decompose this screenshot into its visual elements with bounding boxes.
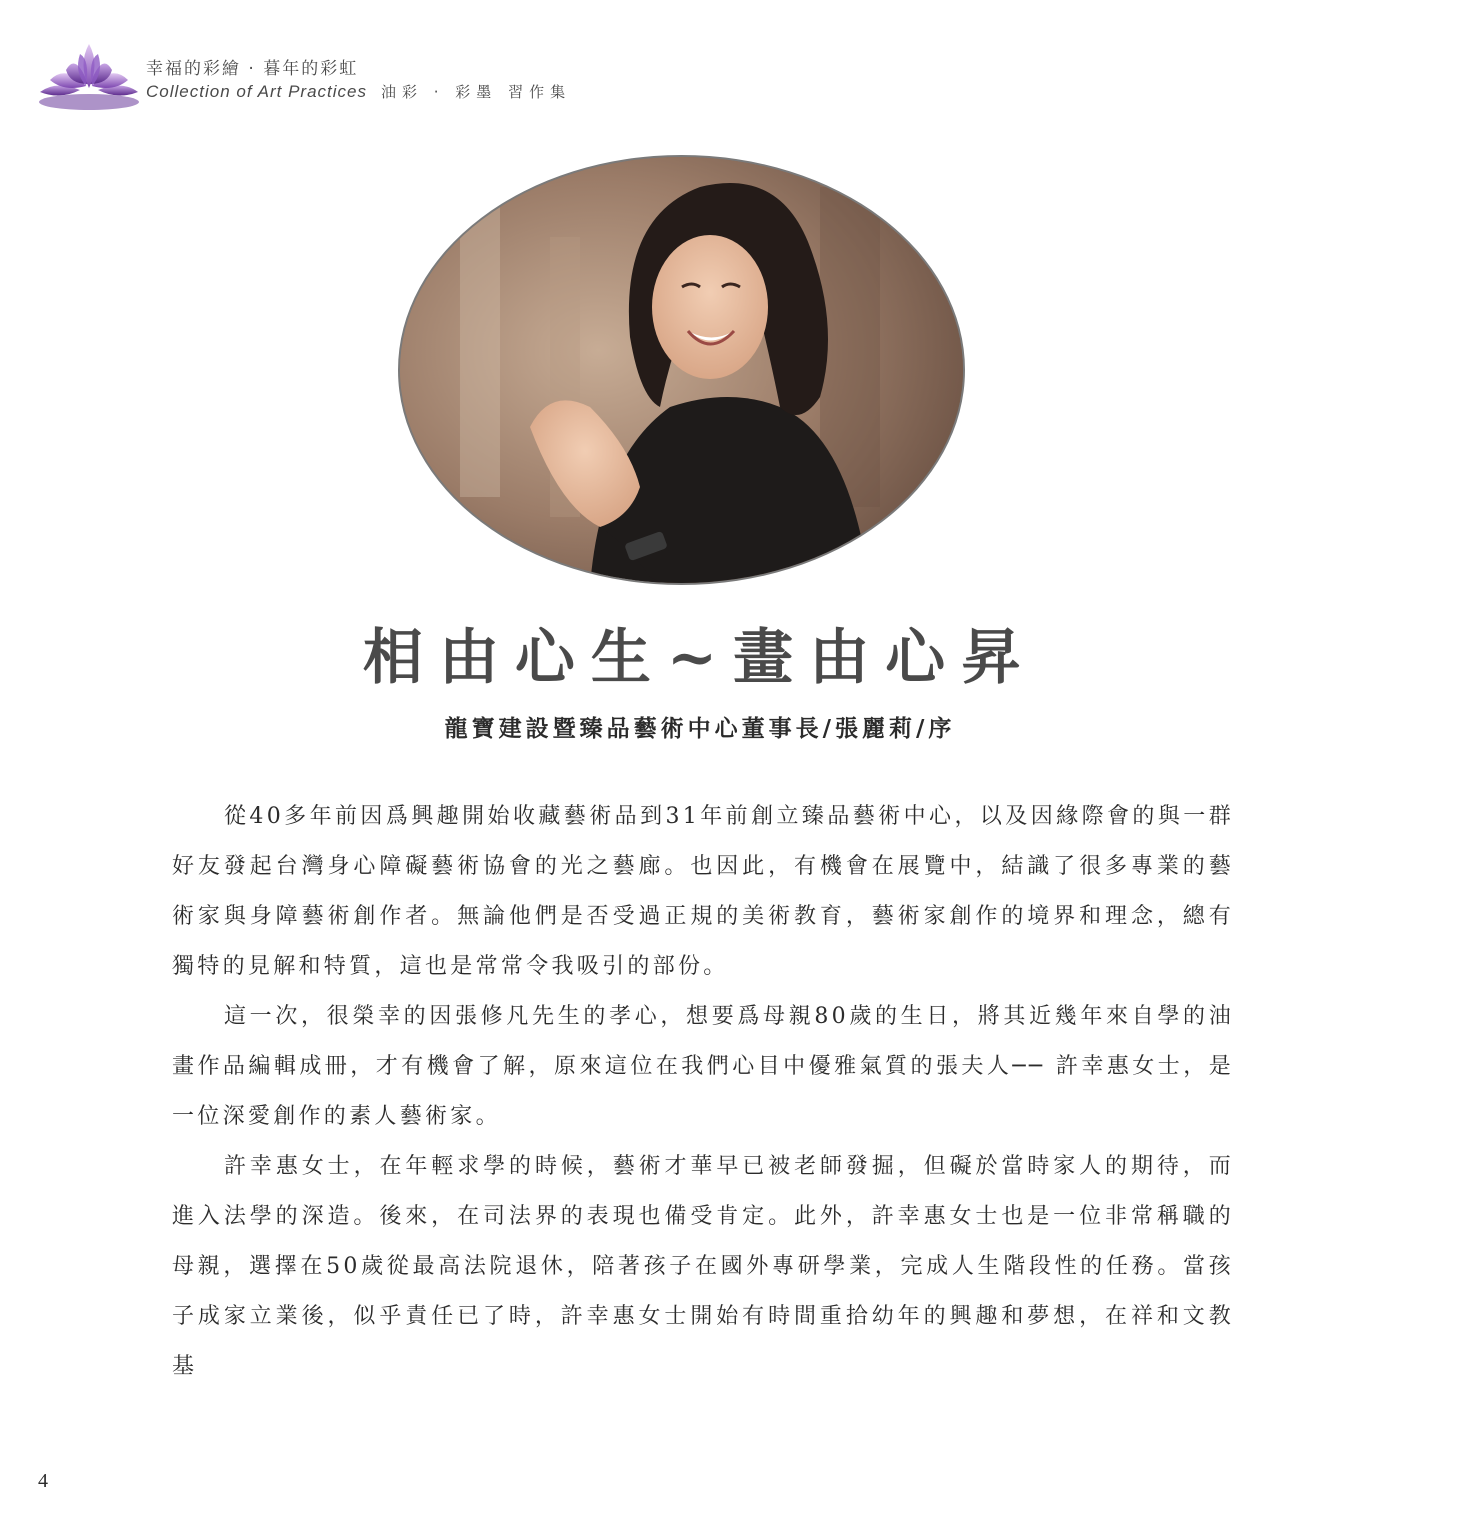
paragraph: 這一次，很榮幸的因張修凡先生的孝心，想要爲母親80歲的生日，將其近幾年來自學的油畫作品編輯成冊，才有機會了解，原來這位在我們心目中優雅氣質的張夫人── 許幸惠女士，是一位深愛創作的素人藝術家。: [172, 1004, 1234, 1129]
page-number: 4: [38, 1470, 48, 1492]
article-title: 相由心生~畫由心昇: [362, 623, 1038, 693]
book-subtitle-cn: 油彩 · 彩墨 習作集: [381, 83, 572, 101]
article-body: [172, 792, 1234, 1392]
portrait-photo: [398, 155, 965, 585]
lotus-flower-icon: [36, 40, 142, 112]
portrait-illustration: [400, 157, 965, 585]
book-title: 幸福的彩繪 · 暮年的彩虹: [146, 59, 359, 79]
page-header: [36, 40, 736, 120]
book-subtitle: [146, 80, 571, 104]
paragraph: 從40多年前因爲興趣開始收藏藝術品到31年前創立臻品藝術中心，以及因緣際會的與一群好友發起台灣身心障礙藝術協會的光之藝廊。也因此，有機會在展覽中，結識了很多專業的藝術家與身障藝術創作者。無論他們是否受過正規的美術教育，藝術家創作的境界和理念，總有獨特的見解和特質，這也是常常令我吸引的部份。: [172, 804, 1234, 979]
header-text: [146, 58, 571, 104]
book-subtitle-en: Collection of Art Practices: [146, 82, 367, 101]
article-byline: 龍寶建設暨臻品藝術中心董事長/張麗莉/序: [444, 716, 956, 742]
paragraph: 許幸惠女士，在年輕求學的時候，藝術才華早已被老師發掘，但礙於當時家人的期待，而進入法學的深造。後來，在司法界的表現也備受肯定。此外，許幸惠女士也是一位非常稱職的母親，選擇在50歲從最高法院退休，陪著孩子在國外專研學業，完成人生階段性的任務。當孩子成家立業後，似乎責任已了時，許幸惠女士開始有時間重拾幼年的興趣和夢想，在祥和文教基: [172, 1154, 1234, 1379]
